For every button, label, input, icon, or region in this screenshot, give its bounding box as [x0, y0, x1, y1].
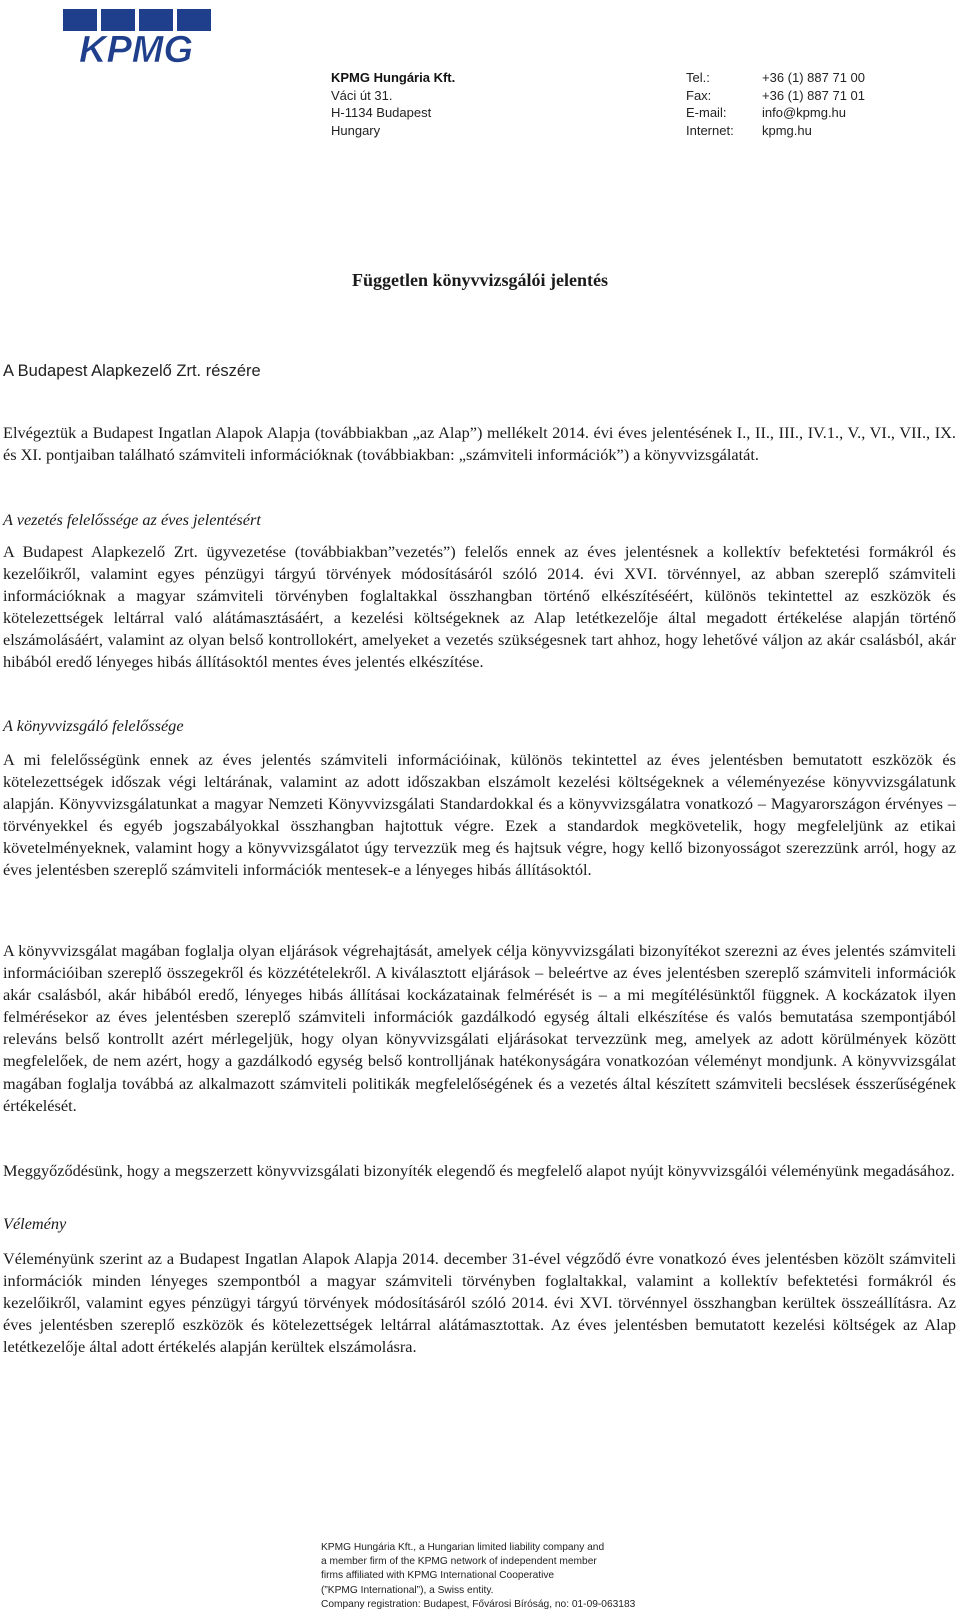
footer-line: (”KPMG International”), a Swiss entity. — [321, 1584, 494, 1596]
kpmg-logo-text: KPMG — [79, 29, 193, 65]
contact-value: +36 (1) 887 71 00 — [762, 70, 865, 85]
contact-row-fax — [686, 87, 865, 105]
contact-details — [686, 69, 865, 139]
management-paragraph: A Budapest Alapkezelő Zrt. ügyvezetése (továbbiakban”vezetés”) felelős ennek az éves jelentésnek a kollektív befektetési formákról és kezelőikről, valamint egyes pénzügyi tárgyú törvények módosításáról szóló 2014. évi XVI. törvénnyel, az abban szereplő számviteli információknak a magyar számviteli törvényben foglaltakkal összhangban történő elkészítéséért, különös tekintettel az eszközök és kötelezettségek leltárral való alátámasztásáért, a kezelési költségeknek az Alap letétkezelője által megadott értékelése alapján történő elszámolásáért, valamint az olyan belső kontrollokért, amelyeket a vezetés szükségesnek tart ahhoz, hogy lehetővé váljon az akár csalásból, akár hibából eredő lényeges hibás állításoktól mentes éves jelentés elkészítése. — [3, 542, 956, 672]
kpmg-logo-mark — [57, 7, 215, 65]
contact-label: Internet: — [686, 122, 734, 138]
auditor-paragraph-1: A mi felelősségünk ennek az éves jelentés számviteli információinak, különös tekintettel az éves jelentésben bemutatott eszközök és kötelezettségek időszak végi leltárának, valamint az adott időszakban elszámolt kezelési költségeknek a véleményezése könyvvizsgálatunk alapján. Könyvvizsgálatunkat a magyar Nemzeti Könyvvizsgálati Standardokkal és a könyvvizsgálatra vonatkozó – Magyarországon érvényes – törvényekkel és egyéb jogszabályokkal összhangban hajtottuk végre. Ezek a standardok megkövetelik, hogy megfeleljünk az etikai követelményeknek, valamint hogy a könyvvizsgálatot úgy tervezzük meg és hajtsuk végre, hogy kellő bizonyosságot szerezzünk arról, hogy az éves jelentésben szereplő számviteli információk mentesek-e a lényeges hibás állításoktól. — [3, 750, 956, 880]
company-name: KPMG Hungária Kft. — [331, 70, 456, 85]
contact-value: +36 (1) 887 71 01 — [762, 87, 865, 103]
auditor-paragraph-3: Meggyőződésünk, hogy a megszerzett könyvvizsgálati bizonyíték elegendő és megfelelő alapot nyújt könyvvizsgálói véleményünk megadásához. — [3, 1161, 955, 1180]
address-street: Váci út 31. — [331, 87, 393, 103]
contact-label: Fax: — [686, 87, 712, 103]
address-country: Hungary — [331, 122, 381, 138]
footer-legal-notice — [321, 1541, 635, 1612]
section-heading-auditor: A könyvvizsgáló felelőssége — [3, 716, 184, 735]
auditor-paragraph-2: A könyvvizsgálat magában foglalja olyan eljárások végrehajtását, amelyek célja könyvvizsgálati bizonyítékot szerezni az éves jelentés számviteli információiban szereplő összegekről és közzétételekről. A kiválasztott eljárások – beleértve az éves jelentésben szereplő számviteli információk akár csalásból, akár hibából eredő, lényeges hibás állításai kockázatainak felmérését is – a mi megítélésünktől függnek. A kockázatok ilyen felmérésekor az éves jelentésben szereplő számviteli információk gazdálkodó egység általi elkészítése és valós bemutatása szempontjából releváns belső kontrollt azért mérlegeljük, hogy olyan könyvvizsgálati eljárásokat tervezzünk meg, amelyek az adott körülmények között megfelelőek, de nem azért, hogy a gazdálkodó egység belső kontrolljának hatékonyságára vonatkozóan véleményt mondjunk. A könyvvizsgálat magában foglalja továbbá az alkalmazott számviteli politikák megfelelőségének és a vezetés által készített számviteli becslések ésszerűségének értékelését. — [3, 941, 956, 1115]
document-title: Független könyvvizsgálói jelentés — [352, 270, 608, 290]
footer-line: Company registration: Budapest, Fővárosi Bíróság, no: 01-09-063183 — [321, 1598, 636, 1610]
contact-row-email — [686, 104, 865, 122]
footer-line: KPMG Hungária Kft., a Hungarian limited liability company and — [321, 1542, 605, 1553]
section-heading-management: A vezetés felelőssége az éves jelentésért — [3, 510, 261, 529]
contact-row-tel — [686, 69, 865, 87]
addressee: A Budapest Alapkezelő Zrt. részére — [3, 362, 261, 380]
opinion-paragraph: Véleményünk szerint az a Budapest Ingatlan Alapok Alapja 2014. december 31-ével végződő évre vonatkozó éves jelentésben közölt számviteli információk minden lényeges szempontból a magyar számviteli törvényben foglaltakkal, valamint a kollektív befektetési formákról és kezelőikről, valamint egyes pénzügyi tárgyú törvények módosításáról szóló 2014. évi XVI. törvénnyel összhangban kerültek összeállításra. Az éves jelentésben szereplő eszközök és kötelezettségek leltárral alátámasztottak. Az éves jelentésben bemutatott kezelési költségek az Alap letétkezelője által adott értékelés alapján kerültek elszámolásra. — [3, 1249, 956, 1357]
contact-row-internet — [686, 122, 865, 140]
intro-paragraph: Elvégeztük a Budapest Ingatlan Alapok Alapja (továbbiakban „az Alap”) mellékelt 2014. évi éves jelentésének I., II., III., IV.1., V., VI., VII., IX. és XI. pontjaiban található számviteli információknak (továbbiakban: „számviteli információk”) a könyvvizsgálatát. — [3, 423, 956, 465]
footer-line: a member firm of the KPMG network of independent member — [321, 1556, 597, 1568]
company-address — [331, 69, 455, 139]
contact-label: E-mail: — [686, 105, 727, 120]
contact-value: kpmg.hu — [762, 122, 812, 138]
section-heading-opinion: Vélemény — [3, 1214, 67, 1233]
kpmg-logo — [57, 7, 215, 65]
contact-value: info@kpmg.hu — [762, 105, 847, 120]
address-city: H-1134 Budapest — [331, 105, 432, 120]
contact-label: Tel.: — [686, 70, 710, 85]
footer-line: firms affiliated with KPMG International Cooperative — [321, 1570, 555, 1582]
